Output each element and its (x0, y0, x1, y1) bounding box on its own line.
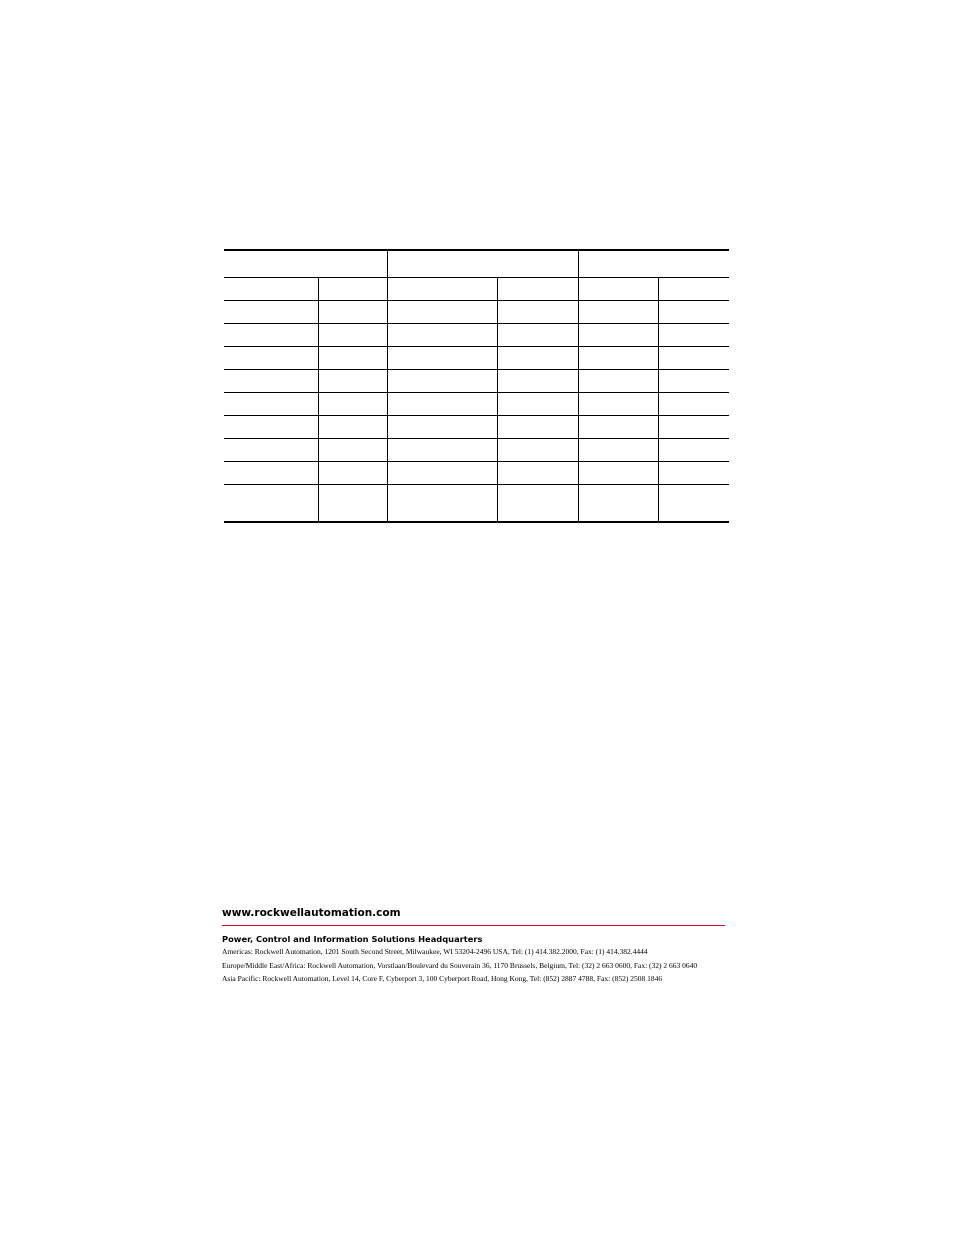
table-cell (658, 300, 729, 323)
table-row (224, 415, 729, 438)
table-row (224, 369, 729, 392)
table-cell (578, 323, 658, 346)
table-cell (658, 346, 729, 369)
table-row (224, 438, 729, 461)
address-emea: Europe/Middle East/Africa: Rockwell Automation, Vorstlaan/Boulevard du Souverain 36, 1170 Brussels, Belgium, Tel: (32) 2 663 0600, Fax: (32) 2 663 0640 (222, 960, 698, 970)
footer-divider (222, 925, 725, 926)
table-cell (224, 323, 318, 346)
table-cell (658, 323, 729, 346)
table-cell (578, 369, 658, 392)
table-row (224, 300, 729, 323)
table-cell (318, 415, 387, 438)
table-cell (578, 392, 658, 415)
table-cell (318, 438, 387, 461)
table-cell (497, 415, 578, 438)
table-cell (387, 461, 497, 484)
table-cell (578, 438, 658, 461)
table-cell (387, 392, 497, 415)
table-cell (224, 415, 318, 438)
table-cell (224, 461, 318, 484)
table-cell (224, 392, 318, 415)
table-cell (387, 277, 497, 300)
table-row (224, 392, 729, 415)
table-cell (224, 277, 318, 300)
table-cell (387, 438, 497, 461)
table-row (224, 484, 729, 522)
table-cell (224, 300, 318, 323)
table-row (224, 323, 729, 346)
table-row (224, 461, 729, 484)
table-cell (318, 277, 387, 300)
table-cell (387, 300, 497, 323)
table-group-header-cell (224, 250, 387, 277)
address-americas: Americas: Rockwell Automation, 1201 South Second Street, Milwaukee, WI 53204-2496 USA, Tel: (1) 414.382.2000, Fax: (1) 414.382.4444 (222, 947, 648, 956)
table-cell (497, 277, 578, 300)
table-cell (497, 461, 578, 484)
table-group-header-cell (578, 250, 729, 277)
website-link[interactable]: www.rockwellautomation.com (222, 907, 401, 919)
blank-table (224, 249, 729, 523)
table-cell (658, 392, 729, 415)
table-cell (497, 300, 578, 323)
table-cell (224, 484, 318, 522)
table-cell (497, 346, 578, 369)
table-cell (658, 415, 729, 438)
table-cell (578, 484, 658, 522)
table-cell (387, 346, 497, 369)
table-cell (578, 346, 658, 369)
page-footer (222, 906, 725, 985)
table-cell (224, 346, 318, 369)
table-group-header-cell (387, 250, 578, 277)
table-cell (497, 438, 578, 461)
table-cell (224, 438, 318, 461)
table-cell (658, 438, 729, 461)
table-cell (497, 392, 578, 415)
table-cell (658, 277, 729, 300)
table-cell (318, 484, 387, 522)
table-cell (497, 369, 578, 392)
table-cell (318, 392, 387, 415)
table-cell (387, 484, 497, 522)
table-cell (387, 323, 497, 346)
table-cell (658, 461, 729, 484)
table-cell (497, 484, 578, 522)
table-cell (387, 415, 497, 438)
headquarters-heading: Power, Control and Information Solutions Headquarters (222, 934, 483, 944)
table-cell (318, 300, 387, 323)
table-cell (318, 369, 387, 392)
table-cell (318, 346, 387, 369)
table-cell (658, 484, 729, 522)
table-cell (578, 461, 658, 484)
table-cell (387, 369, 497, 392)
table-grid (224, 249, 729, 523)
table-cell (578, 300, 658, 323)
table-row (224, 346, 729, 369)
table-cell (578, 415, 658, 438)
address-asia-pacific: Asia Pacific: Rockwell Automation, Level 14, Core F, Cyberport 3, 100 Cyberport Road, Hong Kong, Tel: (852) 2887 4788, Fax: (852) 2508 1846 (222, 974, 663, 983)
table-cell (318, 323, 387, 346)
table-cell (497, 323, 578, 346)
table-cell (578, 277, 658, 300)
table-header-row (224, 250, 729, 277)
table-cell (318, 461, 387, 484)
table-cell (224, 369, 318, 392)
table-subheader-row (224, 277, 729, 300)
table-cell (658, 369, 729, 392)
